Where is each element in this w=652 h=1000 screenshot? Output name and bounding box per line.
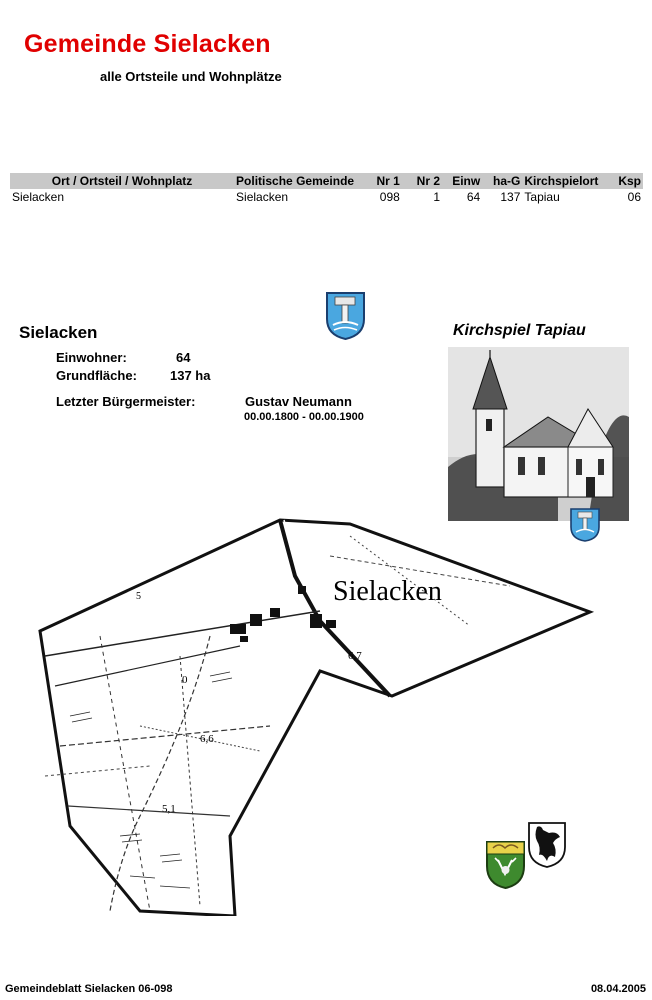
table-cell: 64	[466, 190, 481, 204]
table-cell: 06	[627, 190, 641, 204]
column-header: Nr 1	[368, 173, 402, 189]
place-name: Sielacken	[19, 323, 98, 342]
buergermeister-dates: 00.00.1800 - 00.00.1900	[244, 411, 364, 423]
kirchspiel-title: Kirchspiel Tapiau	[453, 322, 586, 339]
map-height-label: 5,1	[162, 803, 176, 815]
eagle-crest-icon	[527, 821, 567, 869]
column-header: Nr 2	[402, 173, 442, 189]
table-header-row	[10, 173, 643, 189]
map-height-label: 6,6	[200, 733, 214, 745]
map-height-label: 5	[136, 591, 141, 602]
einwohner-value: 64	[176, 350, 191, 365]
table-cell: Sielacken	[236, 190, 289, 204]
column-header: Einw	[442, 173, 482, 189]
table-cell: 137	[500, 190, 521, 204]
footer-left: Gemeindeblatt Sielacken 06-098	[5, 983, 173, 995]
page-title: Gemeinde Sielacken	[24, 30, 271, 58]
table-cell: Sielacken	[12, 190, 65, 204]
deer-crest-icon	[485, 840, 526, 890]
table-cell: Tapiau	[524, 190, 560, 204]
column-header: Ksp	[615, 173, 643, 189]
column-header: ha-G	[482, 173, 522, 189]
places-table	[10, 173, 643, 205]
flaeche-value: 137 ha	[170, 368, 211, 383]
map-height-label: 0	[182, 674, 188, 686]
map-place-label: Sielacken	[333, 576, 442, 607]
column-header: Ort / Ortsteil / Wohnplatz	[10, 173, 234, 189]
table-cell: 098	[379, 190, 400, 204]
page-subtitle: alle Ortsteile und Wohnplätze	[100, 69, 282, 84]
footer-right: 08.04.2005	[590, 983, 646, 995]
buergermeister-name: Gustav Neumann	[245, 394, 352, 409]
coat-of-arms-icon	[325, 291, 366, 341]
einwohner-label: Einwohner:	[56, 350, 127, 365]
map-height-label: 6,7	[348, 650, 362, 662]
column-header: Kirchspielort	[522, 173, 614, 189]
flaeche-label: Grundfläche:	[56, 368, 137, 383]
column-header: Politische Gemeinde	[234, 173, 368, 189]
buergermeister-label: Letzter Bürgermeister:	[56, 394, 196, 409]
table-row	[10, 189, 643, 205]
table-cell: 1	[433, 190, 441, 204]
church-image	[448, 347, 629, 521]
